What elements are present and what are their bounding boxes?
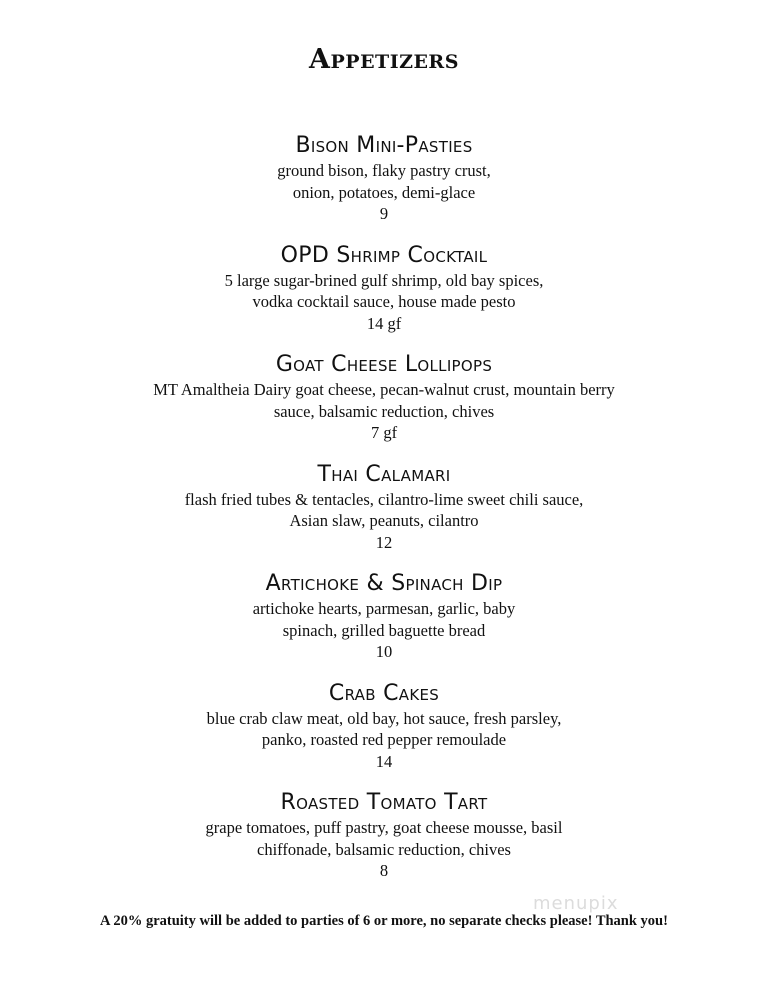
menu-item-roasted-tomato-tart	[0, 789, 768, 882]
item-description-line: flash fried tubes & tentacles, cilantro-lime sweet chili sauce,	[184, 489, 584, 509]
item-name: Goat Cheese Lollipops	[275, 352, 493, 377]
item-description-line: vodka cocktail sauce, house made pesto	[252, 292, 516, 311]
item-description-line: Asian slaw, peanuts, cilantro	[289, 511, 479, 530]
item-name: Thai Calamari	[317, 461, 451, 487]
item-price: 8	[379, 861, 389, 880]
item-description-line: panko, roasted red pepper remoulade	[261, 730, 507, 749]
item-price: 7 gf	[370, 423, 398, 442]
page-title: Appetizers	[309, 44, 459, 75]
item-price: 14	[375, 751, 393, 771]
item-description-line: chiffonade, balsamic reduction, chives	[257, 839, 511, 859]
item-description-line: spinach, grilled baguette bread	[282, 620, 486, 640]
item-description-line: ground bison, flaky pastry crust,	[277, 161, 491, 180]
item-name: OPD Shrimp Cocktail	[280, 242, 488, 268]
item-description-line: artichoke hearts, parmesan, garlic, baby	[252, 599, 516, 618]
item-description-line: blue crab claw meat, old bay, hot sauce, fresh parsley,	[206, 708, 562, 728]
item-price: 10	[375, 642, 393, 661]
item-price: 9	[379, 204, 389, 223]
item-description-line: grape tomatoes, puff pastry, goat cheese mousse, basil	[205, 818, 563, 837]
item-price: 14 gf	[366, 313, 402, 333]
menu-list	[0, 132, 768, 899]
gratuity-note: A 20% gratuity will be added to parties of 6 or more, no separate checks please! Thank you!	[100, 913, 668, 929]
menu-item-crab-cakes	[0, 680, 768, 773]
item-name: Artichoke & Spinach Dip	[265, 571, 503, 596]
menu-item-thai-calamari	[0, 461, 768, 554]
item-price: 12	[375, 532, 393, 552]
item-name: Bison Mini-Pasties	[295, 133, 473, 158]
watermark-logo: menupix	[533, 893, 619, 914]
menu-item-artichoke-spinach-dip	[0, 570, 768, 663]
item-description-line: sauce, balsamic reduction, chives	[273, 401, 495, 421]
menu-item-goat-cheese-lollipops	[0, 351, 768, 444]
menu-item-opd-shrimp-cocktail	[0, 242, 768, 335]
item-description-line: 5 large sugar-brined gulf shrimp, old bay spices,	[224, 270, 544, 290]
item-description-line: MT Amaltheia Dairy goat cheese, pecan-walnut crust, mountain berry	[153, 380, 615, 399]
item-name: Crab Cakes	[328, 680, 440, 706]
item-name: Roasted Tomato Tart	[280, 790, 488, 815]
menu-item-bison-mini-pasties	[0, 132, 768, 225]
item-description-line: onion, potatoes, demi-glace	[292, 182, 476, 202]
